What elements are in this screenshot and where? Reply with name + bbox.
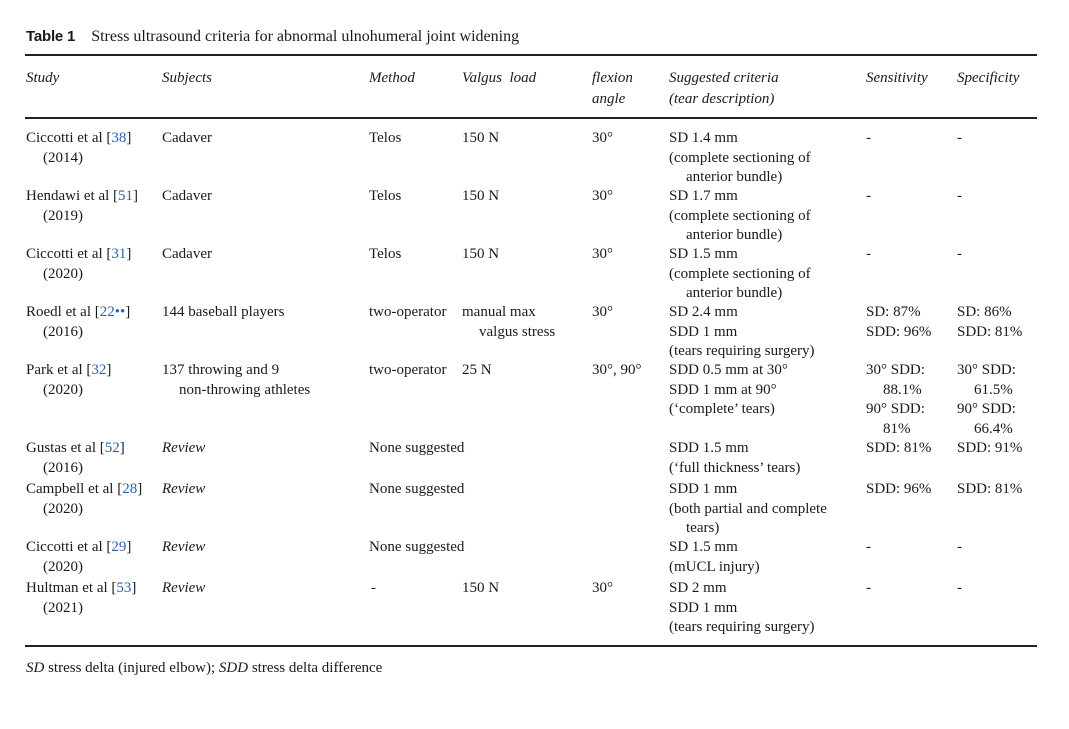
subjects-cell bbox=[162, 129, 212, 149]
study-year: (2016) bbox=[43, 323, 83, 340]
sensitivity-cell bbox=[866, 439, 931, 459]
sensitivity-line: - bbox=[866, 130, 871, 146]
study-year: (2019) bbox=[43, 207, 83, 224]
table-caption bbox=[26, 28, 519, 46]
study-year: (2020) bbox=[43, 381, 83, 398]
subjects-cell bbox=[162, 538, 205, 558]
study-year: (2021) bbox=[43, 599, 83, 616]
study-author-text: Ciccotti et al [ bbox=[26, 539, 112, 555]
criteria-line: (‘complete’ tears) bbox=[669, 401, 775, 417]
subjects-line: Cadaver bbox=[162, 130, 212, 146]
method-cell: None suggested bbox=[369, 481, 465, 497]
subjects-cell bbox=[162, 303, 284, 323]
study-cell bbox=[26, 439, 125, 478]
subjects-line: Review bbox=[162, 580, 206, 596]
specificity-cell bbox=[957, 538, 962, 558]
header-criteria-line: Suggested criteria bbox=[669, 70, 779, 86]
valgus-load-cell bbox=[462, 303, 555, 342]
sensitivity-line: SDD: 96% bbox=[866, 481, 932, 497]
study-author bbox=[26, 303, 130, 323]
criteria-line: (‘full thickness’ tears) bbox=[669, 459, 801, 476]
bottom-rule bbox=[25, 645, 1037, 647]
specificity-line: - bbox=[957, 188, 962, 204]
study-bracket: ] bbox=[125, 304, 131, 320]
valgus-load-cell bbox=[462, 579, 499, 599]
valgus-load-line: manual max bbox=[462, 304, 536, 320]
valgus-load-line: 150 N bbox=[462, 188, 500, 204]
specificity-line: 61.5% bbox=[974, 381, 1013, 398]
sensitivity-line: 88.1% bbox=[883, 381, 922, 398]
sensitivity-cell bbox=[866, 245, 871, 265]
header-sensitivity: Sensitivity bbox=[866, 70, 928, 86]
specificity-line: SD: 86% bbox=[957, 304, 1012, 320]
study-author bbox=[26, 129, 131, 149]
criteria-line: SDD 1.5 mm bbox=[669, 440, 749, 456]
sensitivity-line: - bbox=[866, 539, 871, 555]
study-author-text: Roedl et al [ bbox=[26, 304, 100, 320]
sensitivity-cell bbox=[866, 579, 871, 599]
sensitivity-cell bbox=[866, 187, 871, 207]
method-cell: None suggested bbox=[369, 440, 465, 456]
valgus-load-line: 150 N bbox=[462, 130, 500, 146]
specificity-line: 66.4% bbox=[974, 420, 1013, 437]
sensitivity-line: SD: 87% bbox=[866, 304, 921, 320]
criteria-line: tears) bbox=[686, 520, 720, 536]
criteria-line: SD 1.4 mm bbox=[669, 130, 738, 146]
study-bracket: ] bbox=[126, 246, 132, 262]
study-cell bbox=[26, 187, 138, 226]
header-study: Study bbox=[26, 70, 60, 86]
study-author bbox=[26, 579, 136, 599]
study-year: (2020) bbox=[43, 500, 83, 517]
criteria-line: (complete sectioning of bbox=[669, 207, 811, 224]
study-cell bbox=[26, 129, 131, 168]
study-year: (2020) bbox=[43, 558, 83, 575]
reference-link[interactable]: 51 bbox=[118, 188, 134, 204]
criteria-cell bbox=[669, 480, 827, 539]
criteria-line: (tears requiring surgery) bbox=[669, 343, 815, 359]
sensitivity-line: - bbox=[866, 188, 871, 204]
header-flexion-angle bbox=[592, 68, 633, 110]
sensitivity-cell bbox=[866, 538, 871, 558]
method-cell: Telos bbox=[369, 188, 402, 204]
method-cell: None suggested bbox=[369, 539, 465, 555]
table-footnote bbox=[26, 660, 382, 677]
study-author-text: Hendawi et al [ bbox=[26, 188, 119, 204]
header-flexion-line: flexion bbox=[592, 70, 633, 86]
criteria-cell bbox=[669, 303, 815, 362]
subjects-line: Review bbox=[162, 539, 206, 555]
criteria-cell bbox=[669, 245, 811, 304]
reference-link[interactable]: 28 bbox=[122, 481, 138, 497]
criteria-line: SDD 0.5 mm at 30° bbox=[669, 362, 788, 378]
method-cell: Telos bbox=[369, 130, 402, 146]
specificity-line: SDD: 91% bbox=[957, 440, 1023, 456]
study-bracket: ] bbox=[126, 539, 132, 555]
criteria-line: anterior bundle) bbox=[686, 227, 783, 243]
study-bracket: ] bbox=[131, 580, 137, 596]
subjects-cell bbox=[162, 480, 205, 500]
flexion-angle-cell: 30° bbox=[592, 188, 613, 204]
header-tear-line: (tear description) bbox=[669, 91, 775, 107]
study-bracket: ] bbox=[106, 362, 112, 378]
sensitivity-line: - bbox=[866, 580, 871, 596]
valgus-load-cell bbox=[462, 187, 499, 207]
flexion-angle-cell: 30° bbox=[592, 246, 613, 262]
criteria-cell bbox=[669, 361, 788, 420]
subjects-line: Review bbox=[162, 481, 206, 497]
header-angle-line: angle bbox=[592, 91, 626, 107]
valgus-load-line: 25 N bbox=[462, 362, 492, 378]
header-valgus-load: Valgus load bbox=[462, 70, 537, 86]
criteria-line: (complete sectioning of bbox=[669, 149, 811, 166]
specificity-cell bbox=[957, 579, 962, 599]
study-year: (2014) bbox=[43, 149, 83, 166]
criteria-cell bbox=[669, 579, 815, 638]
criteria-line: anterior bundle) bbox=[686, 169, 783, 185]
study-author bbox=[26, 439, 125, 459]
criteria-cell bbox=[669, 129, 811, 188]
flexion-angle-cell: 30° bbox=[592, 304, 613, 320]
specificity-line: - bbox=[957, 130, 962, 146]
criteria-line: SD 1.7 mm bbox=[669, 188, 738, 204]
study-author-text: Campbell et al [ bbox=[26, 481, 123, 497]
subjects-line: 137 throwing and 9 bbox=[162, 362, 280, 378]
study-author bbox=[26, 361, 111, 381]
reference-link[interactable]: 53 bbox=[116, 580, 132, 596]
sensitivity-cell bbox=[866, 361, 925, 439]
study-bracket: ] bbox=[119, 440, 125, 456]
study-bracket: ] bbox=[133, 188, 139, 204]
subjects-line: non-throwing athletes bbox=[179, 381, 311, 398]
criteria-line: SDD 1 mm bbox=[669, 481, 738, 497]
criteria-line: SD 1.5 mm bbox=[669, 246, 738, 262]
method-cell: two-operator bbox=[369, 304, 447, 320]
study-cell bbox=[26, 303, 130, 342]
study-author bbox=[26, 245, 131, 265]
study-cell bbox=[26, 245, 131, 284]
reference-link[interactable]: 38 bbox=[111, 130, 127, 146]
valgus-load-cell bbox=[462, 245, 499, 265]
criteria-line: SDD 1 mm bbox=[669, 599, 738, 616]
study-year: (2020) bbox=[43, 265, 83, 282]
criteria-line: (mUCL injury) bbox=[669, 558, 760, 575]
criteria-cell bbox=[669, 439, 800, 478]
criteria-cell bbox=[669, 538, 760, 577]
specificity-cell bbox=[957, 361, 1016, 439]
criteria-cell bbox=[669, 187, 811, 246]
criteria-line: (complete sectioning of bbox=[669, 265, 811, 282]
study-cell bbox=[26, 538, 131, 577]
header-rule bbox=[25, 117, 1037, 119]
sensitivity-line: 90° SDD: bbox=[866, 401, 925, 417]
criteria-line: SDD 1 mm bbox=[669, 323, 738, 340]
reference-link[interactable]: 31 bbox=[111, 246, 127, 262]
specificity-line: - bbox=[957, 580, 962, 596]
valgus-load-cell bbox=[462, 361, 492, 381]
specificity-line: 90° SDD: bbox=[957, 401, 1016, 417]
specificity-line: - bbox=[957, 539, 962, 555]
method-cell: - bbox=[371, 580, 376, 596]
specificity-line: SDD: 81% bbox=[957, 481, 1023, 497]
sensitivity-line: - bbox=[866, 246, 871, 262]
valgus-load-cell bbox=[462, 129, 499, 149]
footnote-sd-text: stress delta (injured elbow); bbox=[44, 660, 219, 676]
reference-link[interactable]: 22•• bbox=[99, 304, 126, 320]
specificity-line: 30° SDD: bbox=[957, 362, 1016, 378]
subjects-cell bbox=[162, 361, 310, 400]
study-author bbox=[26, 538, 131, 558]
sensitivity-line: SDD: 96% bbox=[866, 323, 932, 340]
specificity-cell bbox=[957, 303, 1022, 342]
valgus-load-line: 150 N bbox=[462, 580, 500, 596]
study-year: (2016) bbox=[43, 459, 83, 476]
study-author-text: Park et al [ bbox=[26, 362, 92, 378]
criteria-line: anterior bundle) bbox=[686, 285, 783, 301]
sensitivity-cell bbox=[866, 303, 931, 342]
valgus-load-line: 150 N bbox=[462, 246, 500, 262]
study-cell bbox=[26, 579, 136, 618]
flexion-angle-cell: 30° bbox=[592, 130, 613, 146]
subjects-cell bbox=[162, 439, 205, 459]
specificity-cell bbox=[957, 480, 1022, 500]
table-title: Stress ultrasound criteria for abnormal ulnohumeral joint widening bbox=[91, 28, 520, 45]
criteria-line: SDD 1 mm at 90° bbox=[669, 381, 777, 398]
criteria-line: (tears requiring surgery) bbox=[669, 619, 815, 635]
criteria-line: SD 2.4 mm bbox=[669, 304, 738, 320]
specificity-line: SDD: 81% bbox=[957, 323, 1023, 340]
specificity-cell bbox=[957, 245, 962, 265]
study-bracket: ] bbox=[126, 130, 132, 146]
criteria-line: SD 2 mm bbox=[669, 580, 727, 596]
sensitivity-cell bbox=[866, 129, 871, 149]
study-author-text: Gustas et al [ bbox=[26, 440, 105, 456]
header-suggested-criteria bbox=[669, 68, 779, 110]
subjects-line: Cadaver bbox=[162, 246, 212, 262]
sensitivity-cell bbox=[866, 480, 931, 500]
sensitivity-line: SDD: 81% bbox=[866, 440, 932, 456]
study-author bbox=[26, 480, 142, 500]
reference-link[interactable]: 29 bbox=[111, 539, 127, 555]
header-method: Method bbox=[369, 70, 415, 86]
method-cell: two-operator bbox=[369, 362, 447, 378]
subjects-line: 144 baseball players bbox=[162, 304, 285, 320]
study-author bbox=[26, 187, 138, 207]
sensitivity-line: 30° SDD: bbox=[866, 362, 925, 378]
subjects-line: Cadaver bbox=[162, 188, 212, 204]
study-author-text: Ciccotti et al [ bbox=[26, 246, 112, 262]
criteria-line: SD 1.5 mm bbox=[669, 539, 738, 555]
sensitivity-line: 81% bbox=[883, 420, 911, 437]
specificity-cell bbox=[957, 129, 962, 149]
header-specificity: Specificity bbox=[957, 70, 1020, 86]
reference-link[interactable]: 32 bbox=[91, 362, 107, 378]
criteria-line: (both partial and complete bbox=[669, 500, 827, 517]
subjects-cell bbox=[162, 579, 205, 599]
footnote-sdd-abbr: SDD bbox=[218, 660, 249, 676]
method-cell: Telos bbox=[369, 246, 402, 262]
specificity-cell bbox=[957, 439, 1022, 459]
study-cell bbox=[26, 480, 142, 519]
subjects-cell bbox=[162, 187, 212, 207]
header-subjects: Subjects bbox=[162, 70, 212, 86]
subjects-cell bbox=[162, 245, 212, 265]
footnote-sd-abbr: SD bbox=[26, 660, 45, 676]
valgus-load-line: valgus stress bbox=[479, 323, 556, 340]
study-author-text: Hultman et al [ bbox=[26, 580, 117, 596]
flexion-angle-cell: 30°, 90° bbox=[592, 362, 642, 378]
study-cell bbox=[26, 361, 111, 400]
study-bracket: ] bbox=[137, 481, 143, 497]
footnote-sdd-text: stress delta difference bbox=[248, 660, 383, 676]
specificity-line: - bbox=[957, 246, 962, 262]
top-rule bbox=[25, 54, 1037, 56]
flexion-angle-cell: 30° bbox=[592, 580, 613, 596]
specificity-cell bbox=[957, 187, 962, 207]
table-label: Table 1 bbox=[26, 28, 76, 45]
reference-link[interactable]: 52 bbox=[104, 440, 120, 456]
study-author-text: Ciccotti et al [ bbox=[26, 130, 112, 146]
subjects-line: Review bbox=[162, 440, 206, 456]
